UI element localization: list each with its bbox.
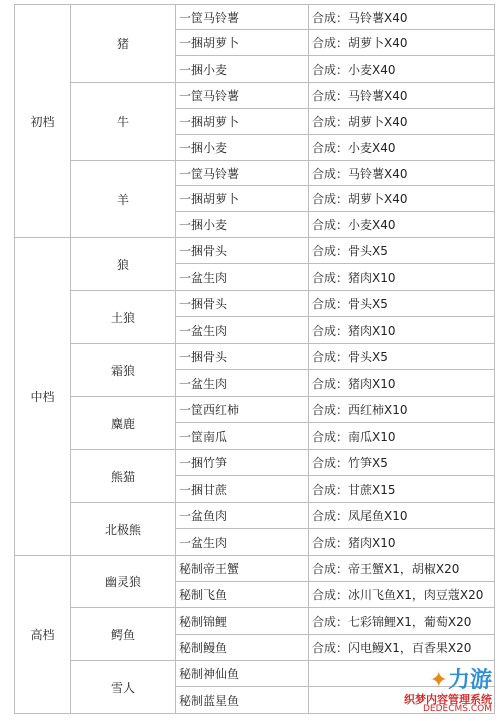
feed-item: 秘制蓝星鱼 bbox=[176, 687, 309, 714]
feed-recipe: 合成：猪肉X10 bbox=[309, 370, 495, 397]
feed-item: 一捆胡萝卜 bbox=[176, 186, 309, 212]
feed-item: 秘制飞鱼 bbox=[176, 582, 309, 608]
feed-recipe: 合成：猪肉X10 bbox=[309, 264, 495, 291]
feed-recipe: 合成：西红柿X10 bbox=[309, 397, 495, 423]
feed-recipe: 合成：小麦X40 bbox=[309, 56, 495, 83]
feed-item: 一捆胡萝卜 bbox=[176, 109, 309, 135]
feed-recipe bbox=[309, 687, 495, 714]
animal-name: 猪 bbox=[71, 5, 176, 83]
animal-name: 牛 bbox=[71, 83, 176, 161]
watermark-text: 织梦内容管理系统 bbox=[404, 693, 492, 706]
tier-label: 中档 bbox=[15, 238, 71, 556]
feed-item: 一筐南瓜 bbox=[176, 423, 309, 450]
feed-recipe: 合成：甘蔗X15 bbox=[309, 476, 495, 503]
table-row bbox=[15, 344, 495, 370]
feed-recipe: 合成：骨头X5 bbox=[309, 291, 495, 317]
table-row bbox=[15, 556, 495, 582]
feed-item: 一盆生肉 bbox=[176, 529, 309, 556]
table-row bbox=[15, 397, 495, 423]
feed-recipe: 合成：凤尾鱼X10 bbox=[309, 503, 495, 529]
feed-recipe: 合成：猪肉X10 bbox=[309, 317, 495, 344]
feed-item: 一盆生肉 bbox=[176, 264, 309, 291]
watermark-url: DEDECMS.COM bbox=[423, 704, 492, 714]
feed-item: 一捆小麦 bbox=[176, 135, 309, 161]
logo-mark-icon: ✦ bbox=[429, 668, 448, 693]
recipe-table-body bbox=[15, 5, 495, 714]
feed-recipe: 合成：马铃薯X40 bbox=[309, 161, 495, 186]
watermark-logo-text: 力游 bbox=[447, 668, 492, 693]
feed-recipe: 合成：胡萝卜X40 bbox=[309, 109, 495, 135]
feed-recipe: 合成：骨头X5 bbox=[309, 238, 495, 264]
feed-recipe: 合成：小麦X40 bbox=[309, 135, 495, 161]
feed-recipe: 合成：胡萝卜X40 bbox=[309, 30, 495, 56]
feed-recipe: 合成：小麦X40 bbox=[309, 212, 495, 238]
feed-recipe: 合成：闪电鳗X1，百香果X20 bbox=[309, 635, 495, 661]
feed-recipe: 合成：南瓜X10 bbox=[309, 423, 495, 450]
feed-item: 一捆竹笋 bbox=[176, 450, 309, 476]
feed-item: 一捆骨头 bbox=[176, 291, 309, 317]
table-row bbox=[15, 450, 495, 476]
feed-item: 一捆小麦 bbox=[176, 212, 309, 238]
tier-label: 高档 bbox=[15, 556, 71, 714]
animal-name: 麋鹿 bbox=[71, 397, 176, 450]
table-row bbox=[15, 503, 495, 529]
feed-recipe: 合成：七彩锦鲤X1，葡萄X20 bbox=[309, 608, 495, 635]
feed-recipe bbox=[309, 661, 495, 687]
feed-recipe: 合成：马铃薯X40 bbox=[309, 5, 495, 30]
animal-name: 土狼 bbox=[71, 291, 176, 344]
table-row bbox=[15, 661, 495, 687]
feed-item: 一筐西红柿 bbox=[176, 397, 309, 423]
table-row bbox=[15, 238, 495, 264]
animal-name: 北极熊 bbox=[71, 503, 176, 556]
feed-item: 一捆小麦 bbox=[176, 56, 309, 83]
feed-recipe: 合成：帝王蟹X1，胡椒X20 bbox=[309, 556, 495, 582]
feed-item: 一捆骨头 bbox=[176, 238, 309, 264]
feed-recipe: 合成：竹笋X5 bbox=[309, 450, 495, 476]
table-row bbox=[15, 5, 495, 30]
feed-item: 一盆鱼肉 bbox=[176, 503, 309, 529]
feed-item: 一捆甘蔗 bbox=[176, 476, 309, 503]
table-row bbox=[15, 608, 495, 635]
feed-item: 一捆胡萝卜 bbox=[176, 30, 309, 56]
feed-item: 一捆骨头 bbox=[176, 344, 309, 370]
feed-recipe: 合成：马铃薯X40 bbox=[309, 83, 495, 109]
feed-recipe: 合成：猪肉X10 bbox=[309, 529, 495, 556]
animal-name: 雪人 bbox=[71, 661, 176, 714]
animal-name: 狼 bbox=[71, 238, 176, 291]
animal-name: 幽灵狼 bbox=[71, 556, 176, 608]
recipe-table bbox=[14, 4, 495, 714]
feed-item: 一筐马铃薯 bbox=[176, 5, 309, 30]
feed-recipe: 合成：冰川飞鱼X1，肉豆蔻X20 bbox=[309, 582, 495, 608]
feed-item: 一盆生肉 bbox=[176, 370, 309, 397]
feed-item: 一盆生肉 bbox=[176, 317, 309, 344]
table-row bbox=[15, 291, 495, 317]
feed-item: 秘制帝王蟹 bbox=[176, 556, 309, 582]
table-row bbox=[15, 161, 495, 186]
feed-item: 秘制鳗鱼 bbox=[176, 635, 309, 661]
feed-item: 一筐马铃薯 bbox=[176, 161, 309, 186]
animal-name: 霜狼 bbox=[71, 344, 176, 397]
feed-item: 秘制神仙鱼 bbox=[176, 661, 309, 687]
feed-item: 一筐马铃薯 bbox=[176, 83, 309, 109]
animal-name: 羊 bbox=[71, 161, 176, 238]
animal-name: 熊猫 bbox=[71, 450, 176, 503]
table-row bbox=[15, 83, 495, 109]
feed-recipe: 合成：骨头X5 bbox=[309, 344, 495, 370]
feed-recipe: 合成：胡萝卜X40 bbox=[309, 186, 495, 212]
animal-name: 鳄鱼 bbox=[71, 608, 176, 661]
feed-item: 秘制锦鲤 bbox=[176, 608, 309, 635]
tier-label: 初档 bbox=[15, 5, 71, 238]
